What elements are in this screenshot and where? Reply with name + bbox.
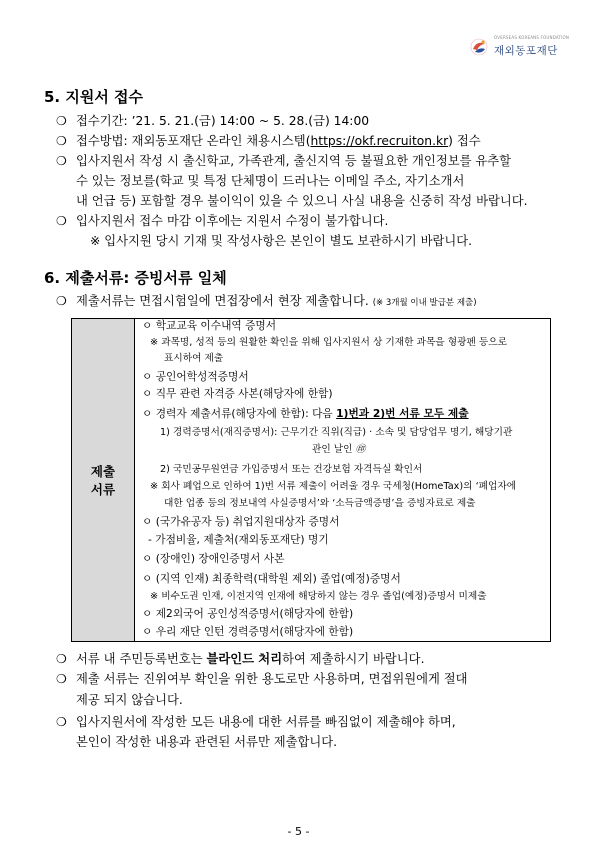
doc-note-education-2: 표시하여 제출 [164,353,224,364]
bullet-icon: ❍ [56,214,67,228]
doc-item-regional: ㅇ (지역 인재) 최종학력(대학원 제외) 졸업(예정)증명서 [142,572,401,585]
foundation-emblem-icon [469,37,489,57]
logo-subtext: OVERSEAS KOREANS FOUNDATION [494,35,570,40]
doc-item-language: ㅇ 공인어학성적증명서 [142,370,249,383]
bullet-icon: ❍ [56,134,67,148]
doc-career-1b: 관인 날인 ㊞ [312,444,366,455]
doc-career-1a: 1) 경력증명서(재직증명서): 근무기간 직위(직급) · 소속 및 담당업무 명기, 해당기관 [160,427,513,438]
bullet-icon: ❍ [56,672,67,686]
application-period: 접수기간: ’21. 5. 21.(금) 14:00 ~ 5. 28.(금) 14:00 [76,114,370,128]
documents-label-cell [72,319,135,641]
deadline-notice: 입사지원서 접수 마감 이후에는 지원서 수정이 불가합니다. [76,214,389,228]
bullet-icon: ❍ [56,294,67,308]
doc-item-second-language: ㅇ 제2외국어 공인성적증명서(해당자에 한함) [142,607,354,620]
doc-note-education-1: ※ 과목명, 성적 등의 원활한 확인을 위해 입사지원서 상 기재한 과목을 형광펜 등으로 [150,337,507,348]
logo-text: 재외동포재단 [494,45,558,57]
doc-item-education: ㅇ 학교교육 이수내역 증명서 [142,319,277,332]
documents-table [71,318,551,642]
bullet-icon: ❍ [56,715,67,729]
verify-notice-1: 제출 서류는 진위여부 확인을 위한 용도로만 사용하며, 면접위원에게 절대 [76,672,468,686]
doc-career-note-2: 대한 업종 등의 정보내역 사실증명서’와 ‘소득금액증명’을 증빙자료로 제출 [164,498,476,509]
foundation-logo [466,29,570,69]
section-6-title: 6. 제출서류: 증빙서류 일체 [44,269,227,287]
doc-veteran-sub: - 가점비율, 제출처(재외동포재단) 명기 [148,533,329,546]
doc-item-disabled: ㅇ (장애인) 장애인증명서 사본 [142,552,285,565]
all-documents-notice-1: 입사지원서에 작성한 모든 내용에 대한 서류를 빠짐없이 제출해야 하며, [76,715,456,729]
section-5-title: 5. 지원서 접수 [44,88,144,106]
documents-label-1: 제출 [90,464,116,479]
bullet-icon: ❍ [56,652,67,666]
page-number: - 5 - [287,825,310,838]
submission-intro: 제출서류는 면접시험일에 면접장에서 현장 제출합니다. (※ 3개월 이내 발급분 제출) [76,294,477,308]
doc-career-note-1: ※ 회사 폐업으로 인하여 1)번 서류 제출이 어려울 경우 국세청(HomeTax)의 ‘폐업자에 [150,481,517,492]
doc-career-2: 2) 국민공무원연금 가입증명서 또는 건강보험 자격득실 확인서 [160,464,423,475]
recruit-system-link[interactable]: https://okf.recruiton.kr [310,134,449,148]
documents-label-2: 서류 [90,482,116,497]
doc-regional-note: ※ 비수도권 인재, 이전지역 인재에 해당하지 않는 경우 졸업(예정)증명서 미제출 [150,591,487,602]
doc-item-career: ㅇ 경력자 제출서류(해당자에 한함): 다음 1)번과 2)번 서류 모두 제출 [142,407,469,420]
seal-mark-icon: ㊞ [355,444,366,455]
all-documents-notice-2: 본인이 작성한 내용과 관련된 서류만 제출합니다. [76,735,338,749]
doc-item-intern: ㅇ 우리 재단 인턴 경력증명서(해당자에 한함) [142,625,354,638]
privacy-line-2: 수 있는 정보를(학교 및 특정 단체명이 드러나는 이메일 주소, 자기소개서 [76,174,465,188]
verify-notice-2: 제공 되지 않습니다. [76,693,183,707]
resident-number-notice: 서류 내 주민등록번호는 블라인드 처리하여 제출하시기 바랍니다. [76,652,425,666]
bullet-icon: ❍ [56,154,67,168]
doc-item-veteran: ㅇ (국가유공자 등) 취업지원대상자 증명서 [142,515,340,528]
privacy-line-1: 입사지원서 작성 시 출신학교, 가족관계, 출신지역 등 불필요한 개인정보를 유추할 [76,154,511,168]
application-method: 접수방법: 재외동포재단 온라인 채용시스템(https://okf.recruiton.kr) 접수 [76,134,481,148]
bullet-icon: ❍ [56,114,67,128]
keep-notice: ※ 입사지원 당시 기재 및 작성사항은 본인이 별도 보관하시기 바랍니다. [90,234,472,248]
doc-item-certificate: ㅇ 직무 관련 자격증 사본(해당자에 한함) [142,387,333,400]
privacy-line-3: 내 언급 등) 포함할 경우 불이익이 있을 수 있으니 사실 내용을 신중히 작성 바랍니다. [76,194,528,208]
